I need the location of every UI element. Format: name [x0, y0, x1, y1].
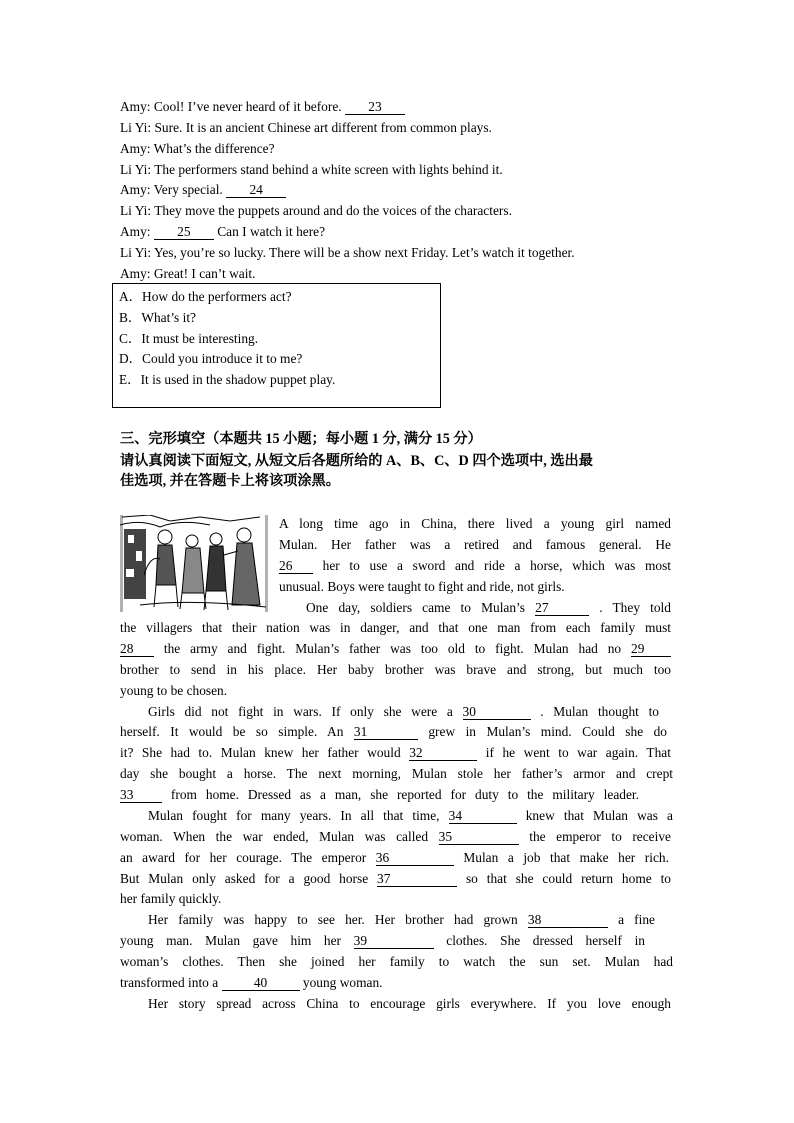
dialogue-line: [120, 203, 512, 219]
mulan-illustration: [120, 515, 268, 612]
speaker-label: Amy:: [120, 99, 151, 114]
answer-blank[interactable]: 26: [279, 559, 313, 574]
passage-text: the emperor to receive: [529, 829, 671, 844]
dialogue-line: [120, 182, 286, 198]
passage-text: . They told: [599, 600, 671, 615]
passage-text: Mulan a job that make her rich.: [463, 850, 669, 865]
passage-line: [148, 996, 671, 1012]
passage-line: [120, 620, 671, 636]
passage-text: transformed into a: [120, 975, 219, 990]
passage-line: [120, 724, 667, 740]
answer-blank[interactable]: 30: [463, 705, 531, 720]
dialogue-text: The performers stand behind a white screen with lights behind it.: [154, 162, 503, 177]
passage-line: [120, 766, 673, 782]
speaker-label: Li Yi:: [120, 162, 152, 177]
section-instruction-2: 佳选项, 并在答题卡上将该项涂黑。: [120, 473, 340, 489]
speaker-label: Li Yi:: [120, 245, 152, 260]
answer-blank[interactable]: 29: [631, 642, 671, 657]
option-e: E．It is used in the shadow puppet play.: [119, 372, 336, 387]
passage-text: grew in Mulan’s mind. Could she do: [428, 724, 668, 739]
passage-text: young woman.: [302, 975, 383, 990]
passage-line: [279, 516, 671, 532]
speaker-label: Amy:: [120, 266, 151, 281]
dialogue-text: Great! I can’t wait.: [153, 266, 256, 281]
passage-text: woman’s clothes. Then she joined her family to watch the sun set. Mulan had: [120, 954, 673, 969]
answer-blank[interactable]: 28: [120, 642, 154, 657]
passage-text: brother to send in his place. Her baby brother was brave and strong, but much too: [120, 662, 671, 677]
passage-text: it? She had to. Mulan knew her father would: [120, 745, 401, 760]
passage-text: young to be chosen.: [120, 683, 228, 698]
answer-blank[interactable]: 34: [449, 809, 517, 824]
dialogue-text: Yes, you’re so lucky. There will be a show next Friday. Let’s watch it together.: [153, 245, 575, 260]
speaker-label: Amy:: [120, 141, 151, 156]
passage-line: [120, 871, 671, 887]
passage-line: [120, 641, 671, 657]
passage-text: a fine: [618, 912, 655, 927]
passage-text: Mulan fought for many years. In all that time,: [148, 808, 440, 823]
answer-blank[interactable]: 25: [154, 225, 214, 240]
dialogue-text: What’s the difference?: [153, 141, 275, 156]
option-c: C．It must be interesting.: [119, 331, 259, 346]
answer-blank[interactable]: 37: [377, 872, 457, 887]
answer-blank[interactable]: 33: [120, 788, 162, 803]
passage-line: [120, 975, 425, 991]
answer-blank[interactable]: 32: [409, 746, 477, 761]
option-d: D．Could you introduce it to me?: [119, 351, 303, 366]
passage-text: young man. Mulan gave him her: [120, 933, 342, 948]
passage-text: herself. It would be so simple. An: [120, 724, 344, 739]
answer-blank[interactable]: 39: [354, 934, 434, 949]
passage-text: her family quickly.: [120, 891, 222, 906]
passage-line: [279, 558, 671, 574]
option-b: B．What’s it?: [119, 310, 196, 325]
dialogue-line: [120, 162, 503, 178]
dialogue-text: Sure. It is an ancient Chinese art different from common plays.: [154, 120, 492, 135]
passage-line: [120, 850, 669, 866]
dialogue-line: [120, 141, 275, 157]
passage-text: day she bought a horse. The next morning, Mulan stole her father’s armor and crept: [120, 766, 673, 781]
answer-blank[interactable]: 24: [226, 183, 286, 198]
answer-blank[interactable]: 31: [354, 725, 418, 740]
passage-text: if he went to war again. That: [485, 745, 671, 760]
dialogue-line: [120, 120, 492, 136]
passage-line: [120, 954, 673, 970]
passage-line: [148, 704, 659, 720]
speaker-label: Amy:: [120, 224, 151, 239]
answer-blank[interactable]: 35: [439, 830, 519, 845]
section-title: 三、完形填空（本题共 15 小题；每小题 1 分, 满分 15 分）: [120, 431, 482, 447]
passage-line: [120, 787, 639, 803]
answer-blank[interactable]: 36: [376, 851, 454, 866]
passage-text: unusual. Boys were taught to fight and ride, not girls.: [279, 579, 565, 594]
passage-text: Girls did not fight in wars. If only she were a: [148, 704, 453, 719]
answer-blank[interactable]: 40: [222, 976, 300, 991]
passage-line: [306, 600, 671, 616]
answer-blank[interactable]: 38: [528, 913, 608, 928]
passage-line: [120, 933, 645, 949]
section-instruction-1: 请认真阅读下面短文, 从短文后各题所给的 A、B、C、D 四个选项中, 选出最: [120, 453, 593, 469]
passage-text: . Mulan thought to: [540, 704, 659, 719]
passage-line: [279, 579, 614, 595]
speaker-label: Li Yi:: [120, 120, 152, 135]
speaker-label: Amy:: [120, 182, 151, 197]
passage-line: [120, 891, 238, 907]
passage-text: Mulan. Her father was a retired and famous general. He: [279, 537, 671, 552]
options-box: [112, 283, 441, 408]
dialogue-text: Cool! I’ve never heard of it before.: [153, 99, 342, 114]
dialogue-text: Can I watch it here?: [217, 224, 326, 239]
dialogue-text: Very special.: [153, 182, 223, 197]
passage-text: her to use a sword and ride a horse, which was most: [322, 558, 671, 573]
dialogue-line: [120, 266, 256, 282]
passage-text: so that she could return home to: [465, 871, 671, 886]
dialogue-text: They move the puppets around and do the voices of the characters.: [154, 203, 512, 218]
answer-blank[interactable]: 23: [345, 100, 405, 115]
dialogue-line: [120, 245, 575, 261]
option-a: A．How do the performers act?: [119, 289, 292, 304]
passage-text: A long time ago in China, there lived a young girl named: [279, 516, 671, 531]
passage-text: knew that Mulan was a: [525, 808, 673, 823]
dialogue-line: [120, 99, 405, 115]
passage-text: But Mulan only asked for a good horse: [120, 871, 369, 886]
passage-text: clothes. She dressed herself in: [446, 933, 645, 948]
passage-line: [120, 662, 671, 678]
passage-line: [148, 912, 655, 928]
passage-text: Her family was happy to see her. Her brother had grown: [148, 912, 518, 927]
passage-line: [120, 829, 671, 845]
passage-line: [148, 808, 673, 824]
passage-text: an award for her courage. The emperor: [120, 850, 367, 865]
speaker-label: Li Yi:: [120, 203, 152, 218]
answer-blank[interactable]: 27: [535, 601, 589, 616]
passage-line: [120, 745, 671, 761]
passage-text: from home. Dressed as a man, she reported for duty to the military leader.: [170, 787, 639, 802]
passage-text: One day, soldiers came to Mulan’s: [306, 600, 525, 615]
passage-line: [120, 683, 250, 699]
passage-text: the villagers that their nation was in danger, and that one man from each family must: [120, 620, 671, 635]
dialogue-line: [120, 224, 325, 240]
passage-text: woman. When the war ended, Mulan was called: [120, 829, 429, 844]
passage-text: the army and fight. Mulan’s father was too old to fight. Mulan had no: [163, 641, 622, 656]
passage-text: Her story spread across China to encourage girls everywhere. If you love enough: [148, 996, 671, 1011]
passage-line: [279, 537, 671, 553]
